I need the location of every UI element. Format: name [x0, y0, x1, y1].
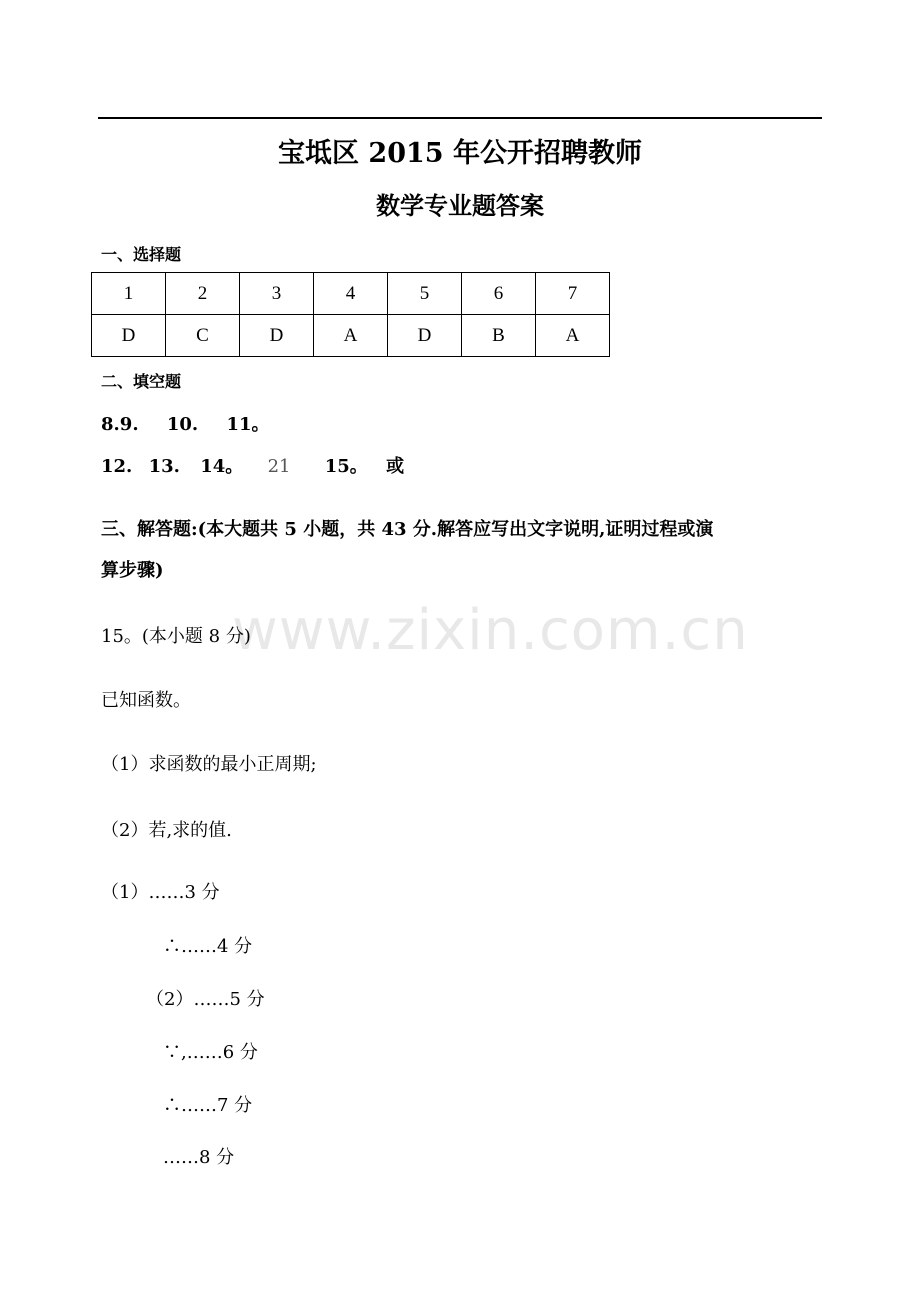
fill-answer: 12. — [101, 456, 133, 477]
table-cell: 7 — [536, 273, 610, 315]
table-cell: A — [314, 315, 388, 357]
solution-step: ∴……4 分 — [163, 936, 253, 957]
table-cell: 6 — [462, 273, 536, 315]
table-cell: D — [240, 315, 314, 357]
solution-step: ……8 分 — [163, 1147, 235, 1168]
fill-row-2 — [101, 452, 404, 478]
section-heading-solve-cont: 算步骤) — [101, 560, 164, 581]
header-rule — [98, 117, 822, 119]
solution-step: ∴……7 分 — [163, 1095, 253, 1116]
problem-given: 已知函数。 — [101, 690, 191, 711]
table-cell: 5 — [388, 273, 462, 315]
table-cell: D — [92, 315, 166, 357]
solution-step: （1）……3 分 — [101, 882, 220, 903]
fill-answer: 13. — [148, 456, 180, 477]
table-cell: B — [462, 315, 536, 357]
solution-step: （2）……5 分 — [146, 989, 265, 1010]
table-cell: 1 — [92, 273, 166, 315]
section-heading-choice: 一、选择题 — [101, 245, 182, 264]
table-cell: 4 — [314, 273, 388, 315]
document-subtitle: 数学专业题答案 — [376, 191, 544, 220]
problem-part-2: （2）若,求的值. — [101, 820, 232, 841]
table-cell: A — [536, 315, 610, 357]
table-row-numbers — [92, 273, 610, 315]
watermark: www.zixin.com.cn — [232, 598, 749, 663]
fill-answer: 14。 — [200, 456, 244, 477]
answer-table — [91, 272, 610, 357]
fill-answer: 15。 — [324, 456, 368, 477]
table-cell: C — [166, 315, 240, 357]
section-heading-solve: 三、解答题:(本大题共 5 小题，共 43 分.解答应写出文字说明,证明过程或演 — [101, 519, 714, 540]
table-row-answers — [92, 315, 610, 357]
table-cell: D — [388, 315, 462, 357]
solution-step: ∵,……6 分 — [163, 1042, 258, 1063]
fill-answer: 10. — [166, 414, 199, 435]
table-cell: 2 — [166, 273, 240, 315]
fill-answer: 21 — [267, 456, 291, 477]
section-heading-fill: 二、填空题 — [101, 372, 182, 391]
document-title: 宝坻区 2015 年公开招聘教师 — [278, 138, 642, 169]
table-cell: 3 — [240, 273, 314, 315]
fill-answer: 或 — [386, 456, 405, 477]
fill-row-1 — [101, 410, 270, 436]
problem-number: 15。(本小题 8 分) — [101, 626, 251, 647]
problem-part-1: （1）求函数的最小正周期; — [101, 754, 317, 775]
fill-answer: 8.9. — [101, 414, 139, 435]
fill-answer: 11。 — [226, 414, 270, 435]
